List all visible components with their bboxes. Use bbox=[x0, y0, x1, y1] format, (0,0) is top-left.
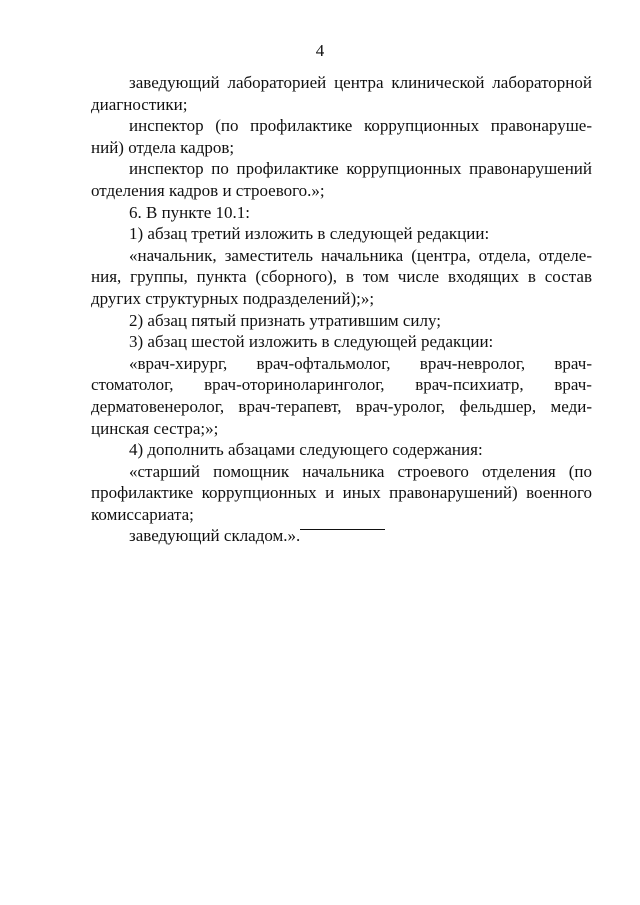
text-line: «начальник, заместитель начальника (центра, отдела, отделе- bbox=[129, 245, 592, 265]
text-word: врач- bbox=[554, 353, 592, 373]
text-line: ний) отдела кадров; bbox=[91, 137, 235, 157]
text-line: заведующий складом.». bbox=[129, 526, 301, 546]
text-word: врач-оториноларинголог, bbox=[204, 375, 385, 395]
text-word: врач-психиатр, bbox=[415, 375, 524, 395]
text-line: «старший помощник начальника строевого отделения (по bbox=[129, 461, 592, 481]
text-line: диагностики; bbox=[91, 94, 188, 114]
page-number: 4 bbox=[315, 41, 325, 60]
text-line: отделения кадров и строевого.»; bbox=[91, 180, 325, 200]
text-line: 3) абзац шестой изложить в следующей редакции: bbox=[129, 332, 494, 352]
text-line: дерматовенеролог, врач-терапевт, врач-уролог, фельдшер, меди- bbox=[91, 396, 592, 416]
text-line: 6. В пункте 10.1: bbox=[129, 202, 251, 222]
text-line: инспектор (по профилактике коррупционных правонаруше- bbox=[129, 116, 592, 136]
text-line bbox=[91, 353, 592, 375]
text-line: 2) абзац пятый признать утратившим силу; bbox=[129, 310, 441, 330]
text-word: «врач-хирург, bbox=[129, 353, 228, 373]
text-line: комиссариата; bbox=[91, 504, 194, 524]
text-line bbox=[91, 374, 592, 396]
text-line: заведующий лабораторией центра клинической лабораторной bbox=[129, 73, 592, 92]
end-rule bbox=[300, 529, 385, 530]
text-line: других структурных подразделений);»; bbox=[91, 288, 375, 308]
text-word: врач-невролог, bbox=[419, 353, 526, 373]
text-line: 1) абзац третий изложить в следующей редакции: bbox=[129, 224, 490, 244]
text-line: профилактике коррупционных и иных правонарушений) военного bbox=[91, 483, 592, 503]
text-line: цинская сестра;»; bbox=[91, 418, 219, 438]
text-line: ния, группы, пункта (сборного), в том числе входящих в состав bbox=[91, 267, 592, 287]
text-word: врач-офтальмолог, bbox=[256, 353, 391, 373]
text-line: 4) дополнить абзацами следующего содержания: bbox=[129, 440, 483, 460]
document-body bbox=[91, 72, 592, 547]
text-line: инспектор по профилактике коррупционных правонарушений bbox=[129, 159, 592, 179]
text-word: стоматолог, bbox=[91, 375, 174, 395]
text-word: врач- bbox=[554, 375, 592, 395]
